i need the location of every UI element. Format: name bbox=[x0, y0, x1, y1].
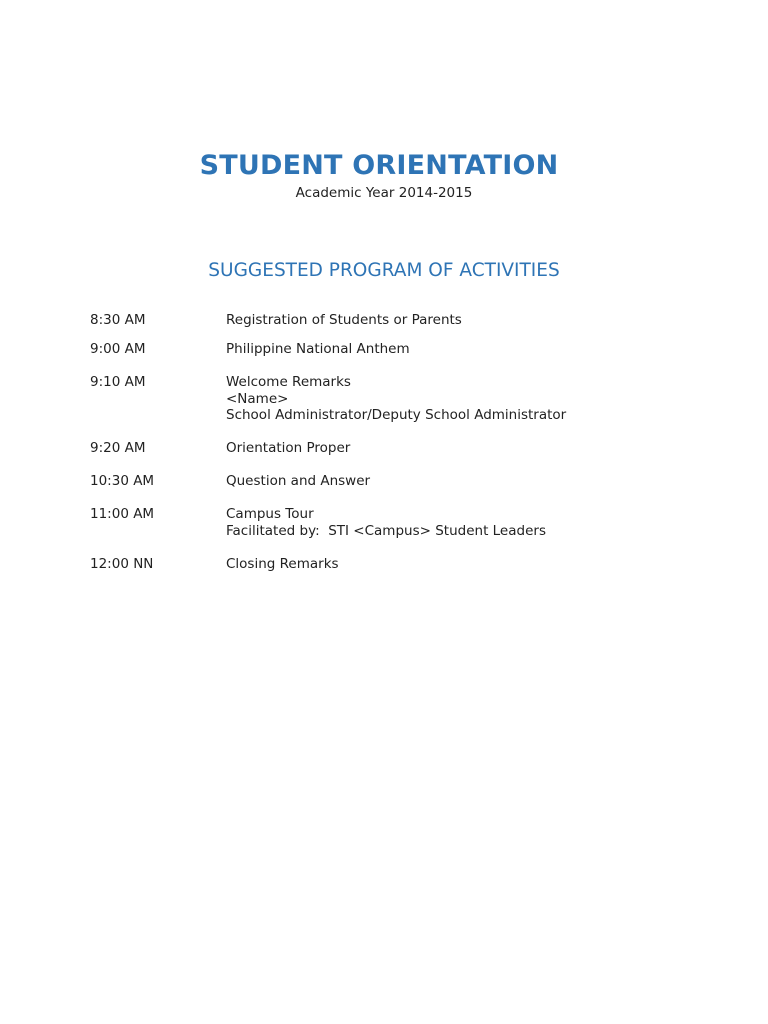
activity-line: Philippine National Anthem bbox=[226, 341, 410, 357]
schedule-row bbox=[90, 556, 730, 573]
schedule-activity bbox=[226, 556, 730, 573]
program-schedule bbox=[90, 312, 730, 572]
schedule-row bbox=[90, 440, 730, 457]
schedule-time: 9:00 AM bbox=[90, 341, 146, 357]
activity-line: Question and Answer bbox=[226, 473, 371, 489]
schedule-activity bbox=[226, 440, 730, 457]
schedule-row bbox=[90, 312, 730, 329]
document-title: STUDENT ORIENTATION bbox=[199, 150, 559, 181]
schedule-row bbox=[90, 506, 730, 539]
schedule-row bbox=[90, 473, 730, 490]
schedule-row bbox=[90, 341, 730, 358]
activity-line: Orientation Proper bbox=[226, 440, 351, 456]
schedule-time: 11:00 AM bbox=[90, 506, 155, 522]
schedule-time: 8:30 AM bbox=[90, 312, 146, 328]
schedule-time: 9:20 AM bbox=[90, 440, 146, 456]
schedule-activity bbox=[226, 374, 730, 424]
activity-line: Campus Tour bbox=[226, 506, 314, 522]
schedule-activity bbox=[226, 341, 730, 358]
activity-line: Facilitated by: STI <Campus> Student Leaders bbox=[226, 522, 546, 539]
activity-line: Registration of Students or Parents bbox=[226, 312, 462, 328]
activity-line: <Name> bbox=[226, 390, 289, 407]
activity-line: Closing Remarks bbox=[226, 555, 339, 572]
schedule-activity bbox=[226, 506, 730, 539]
schedule-row bbox=[90, 374, 730, 424]
schedule-time: 10:30 AM bbox=[90, 473, 155, 489]
schedule-time: 12:00 NN bbox=[90, 555, 154, 572]
activity-line: School Administrator/Deputy School Administrator bbox=[226, 407, 567, 423]
program-heading: SUGGESTED PROGRAM OF ACTIVITIES bbox=[208, 260, 560, 281]
academic-year-subtitle: Academic Year 2014-2015 bbox=[295, 185, 473, 201]
schedule-activity bbox=[226, 312, 730, 329]
schedule-time: 9:10 AM bbox=[90, 374, 146, 390]
activity-line: Welcome Remarks bbox=[226, 374, 351, 390]
schedule-activity bbox=[226, 473, 730, 490]
